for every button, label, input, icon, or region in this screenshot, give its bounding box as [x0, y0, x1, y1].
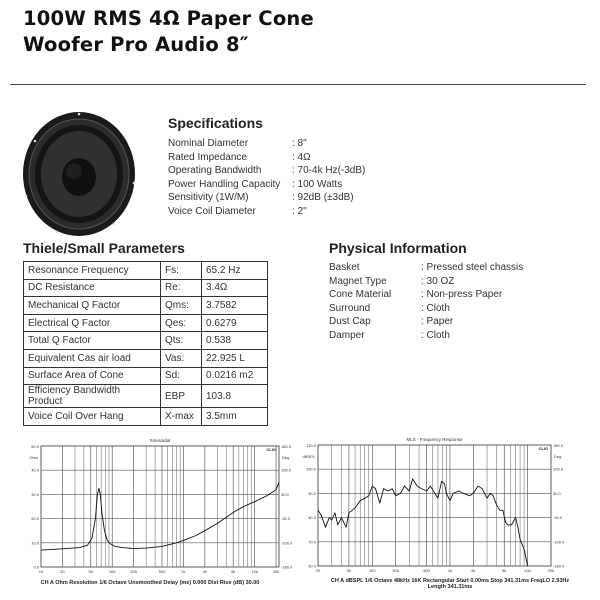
y2-tick-label: -30.0: [553, 515, 563, 521]
y2-tick-label: -180.0: [281, 564, 293, 570]
product-title-line2: Woofer Pro Audio 8″: [23, 33, 249, 56]
table-row: [24, 279, 268, 297]
cell-symbol: X-max: [161, 408, 202, 426]
x-tick-label: 2k: [202, 569, 207, 574]
cell-value: 0.6279: [202, 314, 268, 332]
y2-tick-label: -30.0: [281, 516, 291, 522]
list-item: [329, 302, 523, 316]
item-value: : 100 Watts: [292, 178, 343, 190]
product-title: [23, 6, 314, 58]
x-tick-label: 10k: [524, 568, 531, 573]
list-item: [168, 191, 365, 205]
item-value: : Pressed steel chassis: [421, 262, 524, 273]
cell-value: 3.7582: [202, 297, 268, 315]
list-item: [168, 151, 365, 165]
cell-value: 0.538: [202, 332, 268, 350]
cell-symbol: Fs:: [161, 262, 202, 280]
impedance-chart: [0, 430, 300, 580]
y-tick-label: 30.0: [31, 491, 39, 497]
y-axis-label: Ohm: [29, 455, 38, 460]
item-label: Surround: [329, 302, 371, 314]
x-tick-label: 20: [315, 568, 321, 573]
list-item: [168, 178, 365, 192]
y-tick-label: 40.0: [31, 467, 39, 473]
table-row: [24, 262, 268, 280]
list-item: [329, 261, 523, 275]
y2-tick-label: 180.0: [281, 444, 292, 449]
item-value: : 70-4k Hz(-3dB): [292, 165, 366, 176]
cell-name: Equivalent Cas air load: [24, 349, 161, 367]
x-tick-label: 2k: [471, 568, 476, 573]
cell-symbol: Qts:: [161, 332, 202, 350]
table-row: [24, 408, 268, 426]
thiele-small-table: [23, 261, 268, 426]
item-value: : Cloth: [421, 302, 450, 314]
table-row: [24, 332, 268, 350]
cell-symbol: Re:: [161, 279, 202, 297]
item-label: Cone Material: [329, 289, 392, 300]
cell-name: Mechanical Q Factor: [24, 297, 161, 315]
cell-value: 22.925 L: [202, 349, 268, 367]
y-tick-label: 80.0: [308, 515, 316, 521]
list-item: [329, 288, 523, 302]
x-tick-label: 50: [88, 569, 93, 574]
x-tick-label: 100: [108, 569, 116, 574]
cell-value: 65.2 Hz: [202, 262, 268, 280]
y-tick-label: 10.0: [31, 540, 39, 546]
product-title-line1: 100W RMS 4Ω Paper Cone: [23, 7, 314, 30]
chart-badge: CLIO: [538, 446, 548, 451]
chart-title: MLS - Frequency Response: [406, 437, 463, 442]
item-label: Nominal Diameter: [168, 138, 249, 149]
cell-name: Resonance Frequency: [24, 262, 161, 280]
y-tick-label: 90.0: [308, 490, 316, 496]
y-axis-label: dBSPL: [302, 454, 315, 459]
y-tick-label: 20.0: [31, 516, 39, 522]
item-label: Operating Bandwidth: [168, 165, 262, 176]
cell-symbol: Vas:: [161, 349, 202, 367]
y2-tick-label: -180.0: [553, 563, 565, 569]
item-value: : Cloth: [421, 329, 450, 341]
physical-list: [329, 261, 523, 342]
item-value: : Paper: [421, 316, 454, 327]
list-item: [168, 137, 365, 151]
y-tick-label: 60.0: [308, 563, 316, 569]
physical-heading: Physical Information: [329, 240, 467, 256]
frequency-response-chart: [300, 430, 600, 580]
item-value: : 2": [292, 205, 307, 217]
speaker-image: [22, 111, 136, 237]
item-value: : 4Ω: [292, 151, 311, 163]
cell-value: 3.5mm: [202, 408, 268, 426]
cell-name: Surface Area of Cone: [24, 367, 161, 385]
x-tick-label: 10k: [251, 569, 258, 574]
item-label: Rated Impedance: [168, 151, 247, 163]
cell-name: Voice Coil Over Hang: [24, 408, 161, 426]
specifications-list: [168, 137, 365, 218]
y2-tick-label: 100.0: [553, 466, 564, 472]
item-value: : 92dB (±3dB): [292, 192, 354, 203]
x-tick-label: 1k: [181, 569, 186, 574]
y2-tick-label: -100.0: [553, 539, 565, 545]
item-value: : Non-press Paper: [421, 289, 503, 300]
item-label: Damper: [329, 329, 365, 341]
x-tick-label: 200: [392, 568, 400, 573]
x-tick-label: 10: [38, 569, 44, 574]
table-row: [24, 385, 268, 408]
cell-symbol: Sd:: [161, 367, 202, 385]
item-label: Power Handling Capacity: [168, 178, 281, 190]
specifications-heading: Specifications: [168, 115, 263, 131]
frequency-chart-caption: [300, 578, 600, 590]
y2-tick-label: -100.0: [281, 540, 293, 546]
item-value: : 8": [292, 138, 307, 149]
frequency-chart-caption-line1: CH A dBSPL 1/6 Octave 48kHz 16K Rectangular Start 0.00ms Stop 341.31ms FreqLO 2.93Hz: [330, 578, 570, 584]
chart-title: Sinusoidal: [149, 438, 171, 443]
thiele-small-heading: Thiele/Small Parameters: [23, 240, 185, 256]
y2-tick-label: 180.0: [553, 443, 564, 448]
y2-tick-label: 30.0: [553, 490, 561, 496]
y2-tick-label: 30.0: [281, 491, 289, 497]
item-label: Sensitivity (1W/M): [168, 192, 249, 203]
x-tick-label: 5k: [502, 568, 507, 573]
x-tick-label: 1k: [447, 568, 453, 573]
x-tick-label: 500: [423, 568, 430, 573]
y-tick-label: 0.0: [33, 564, 39, 570]
cell-name: Electrical Q Factor: [24, 314, 161, 332]
list-item: [168, 205, 365, 219]
cell-symbol: EBP: [161, 385, 202, 408]
cell-name: Efficiency Bandwidth Product: [24, 385, 161, 408]
x-tick-label: 50: [346, 568, 352, 573]
item-label: Dust Cap: [329, 316, 371, 327]
list-item: [329, 315, 523, 329]
x-tick-label: 100: [368, 568, 376, 573]
cell-name: Total Q Factor: [24, 332, 161, 350]
y-tick-label: 110.0: [306, 443, 316, 448]
x-tick-label: 200: [130, 569, 137, 574]
x-tick-label: 20k: [547, 568, 555, 573]
y-tick-label: 50.0: [31, 444, 39, 449]
cell-value: 3.4Ω: [202, 279, 268, 297]
impedance-chart-caption: CH A Ohm Resolution 1/6 Octave Unsmoothed Delay (ms) 0.000 Dist Rise (dB) 30.00: [40, 580, 260, 586]
y2-tick-label: 100.0: [281, 467, 292, 473]
y2-axis-label: Deg: [554, 454, 562, 459]
table-row: [24, 297, 268, 315]
list-item: [168, 164, 365, 178]
frequency-chart-caption-line2: Length 341.31ms: [427, 584, 473, 590]
list-item: [329, 329, 523, 343]
chart-badge: CLIO: [266, 447, 276, 452]
table-row: [24, 367, 268, 385]
table-row: [24, 314, 268, 332]
x-tick-label: 500: [158, 569, 166, 574]
cell-symbol: Qms:: [161, 297, 202, 315]
cell-value: 0.0216 m2: [202, 367, 268, 385]
item-label: Magnet Type: [329, 275, 387, 287]
cell-value: 103.8: [202, 385, 268, 408]
item-label: Voice Coil Diameter: [168, 205, 256, 217]
divider: [10, 84, 586, 85]
y2-axis-label: Deg: [282, 455, 290, 460]
table-row: [24, 349, 268, 367]
list-item: [329, 275, 523, 289]
cell-symbol: Qes:: [161, 314, 202, 332]
x-tick-label: 5k: [231, 569, 236, 574]
x-tick-label: 20k: [272, 569, 280, 574]
item-value: : 30 OZ: [421, 275, 455, 287]
y-tick-label: 100.0: [305, 466, 316, 472]
x-tick-label: 20: [60, 569, 65, 574]
item-label: Basket: [329, 262, 360, 273]
cell-name: DC Resistance: [24, 279, 161, 297]
y-tick-label: 70.0: [308, 539, 316, 545]
plot-area: [318, 445, 551, 566]
